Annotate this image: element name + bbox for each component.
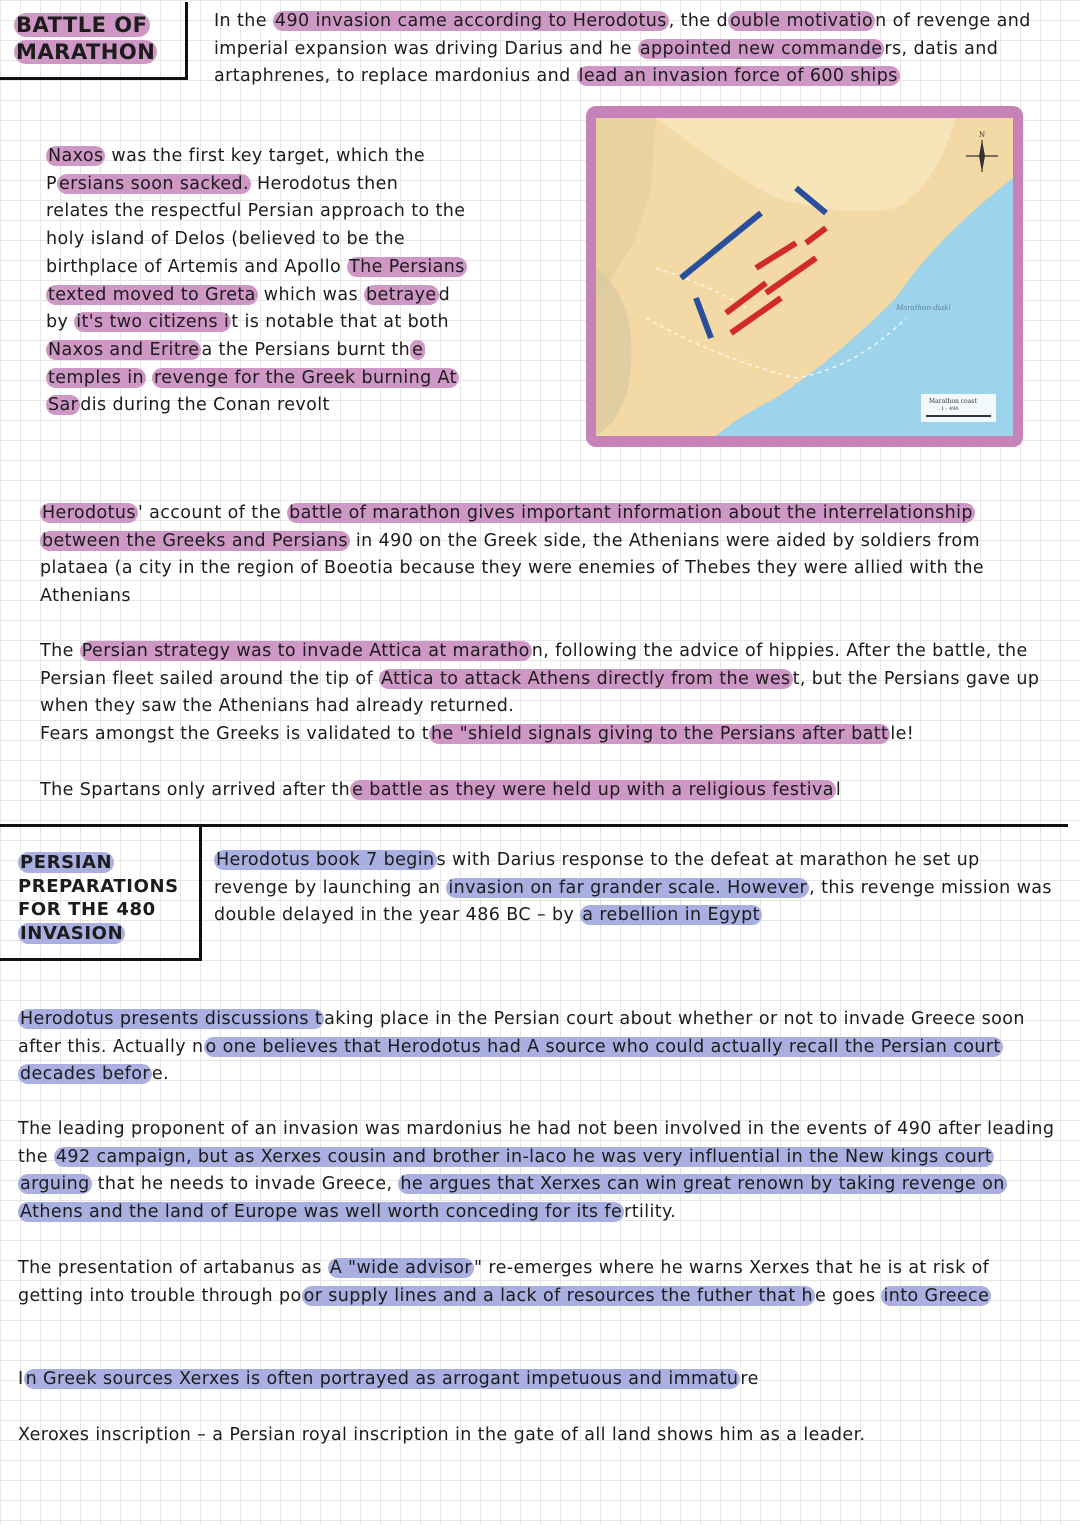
section2-title-line4: INVASION bbox=[20, 922, 124, 944]
section2-title-line1: PERSIAN bbox=[20, 852, 113, 873]
battle-map-svg bbox=[596, 118, 1013, 436]
section1-title-box bbox=[0, 2, 188, 80]
svg-text:Marathon coast: Marathon coast bbox=[929, 398, 977, 405]
section2-title-rule bbox=[199, 827, 202, 958]
section2-para3: The presentation of artabanus as A "wide advisor " re-emerges where he warns Xerxes that he is at risk of getting into trouble through po or supply lines and a lack of resources the futher that h e goes into Greece bbox=[18, 1258, 990, 1306]
section1-title-line1: BATTLE OF bbox=[16, 13, 148, 37]
section2-title-box bbox=[0, 827, 202, 961]
battle-map-image bbox=[586, 106, 1023, 447]
section2-intro: Herodotus book 7 begin s with Darius response to the defeat at marathon he set up revenge by launching an invasion on far grander scale. However , this revenge mission was double delayed in the year 486 BC – by a rebellion in Egypt bbox=[214, 850, 1052, 926]
sea-label: Marathon-diakl bbox=[896, 304, 951, 312]
section2-para1: Herodotus presents discussions t aking place in the Persian court about whether or not to invade Greece soon after this. Actually n o one believes that Herodotus had A source who could actually recall the Persian court decades befor e. bbox=[18, 1009, 1025, 1085]
section2-para5: Xeroxes inscription – a Persian royal inscription in the gate of all land shows him as a leader. bbox=[18, 1425, 866, 1445]
section1-title-line2: MARATHON bbox=[16, 40, 156, 64]
svg-text:N: N bbox=[979, 131, 986, 139]
section2-title-line3: FOR THE 480 bbox=[18, 899, 156, 920]
svg-text:1 : 490: 1 : 490 bbox=[941, 406, 959, 412]
section1-intro: In the 490 invasion came according to Herodotus , the d ouble motivatio n of revenge and imperial expansion was driving Darius and he appointed new commande rs, datis and artaphrenes, to replace mardonius and lead an invasion force of 600 ships bbox=[214, 11, 1031, 87]
section1-para3: The Persian strategy was to invade Attica at maratho n, following the advice of hippies. After the battle, the Persian fleet sailed around the tip of Attica to attack Athens directly from the wes t, but the Persians gave up when they saw the Athenians had already returned. Fears amongst the Greeks is validated to t he "shield signals giving to the Persians after batt le! bbox=[40, 641, 1040, 745]
section2-title-line2: PREPARATIONS bbox=[18, 875, 179, 897]
section2-para4: I n Greek sources Xerxes is often portrayed as arrogant impetuous and immatu re bbox=[18, 1369, 759, 1389]
section1-para4: The Spartans only arrived after th e battle as they were held up with a religious festiva l bbox=[40, 780, 842, 800]
naxos-paragraph: Naxos was the first key target, which the P ersians soon sacked. Herodotus then relates the respectful Persian approach to the holy island of Delos (believed to be the birthplace of Artemis and Apollo The Persians texted moved to Greta which was betraye d by it's two citizens i t is notable that at both Naxos and Eritre a the Persians burnt th e temples in revenge for the Greek burning At Sar dis during the Conan revolt bbox=[46, 146, 466, 416]
section2-para2: The leading proponent of an invasion was mardonius he had not been involved in the events of 490 after leading the 492 campaign, but as Xerxes cousin and brother in-laco he was very influential in the New kings court arguing that he needs to invade Greece, he argues that Xerxes can win great renown by taking revenge on Athens and the land of Europe was well worth conceding for its fe rtility. bbox=[18, 1119, 1055, 1223]
section1-para2: Herodotus ' account of the battle of marathon gives important information about the interrelationship between the Greeks and Persians in 490 on the Greek side, the Athenians were aided by soldiers from plataea (a city in the region of Boeotia because they were enemies of Thebes they were allied with the Athenians bbox=[40, 503, 984, 607]
